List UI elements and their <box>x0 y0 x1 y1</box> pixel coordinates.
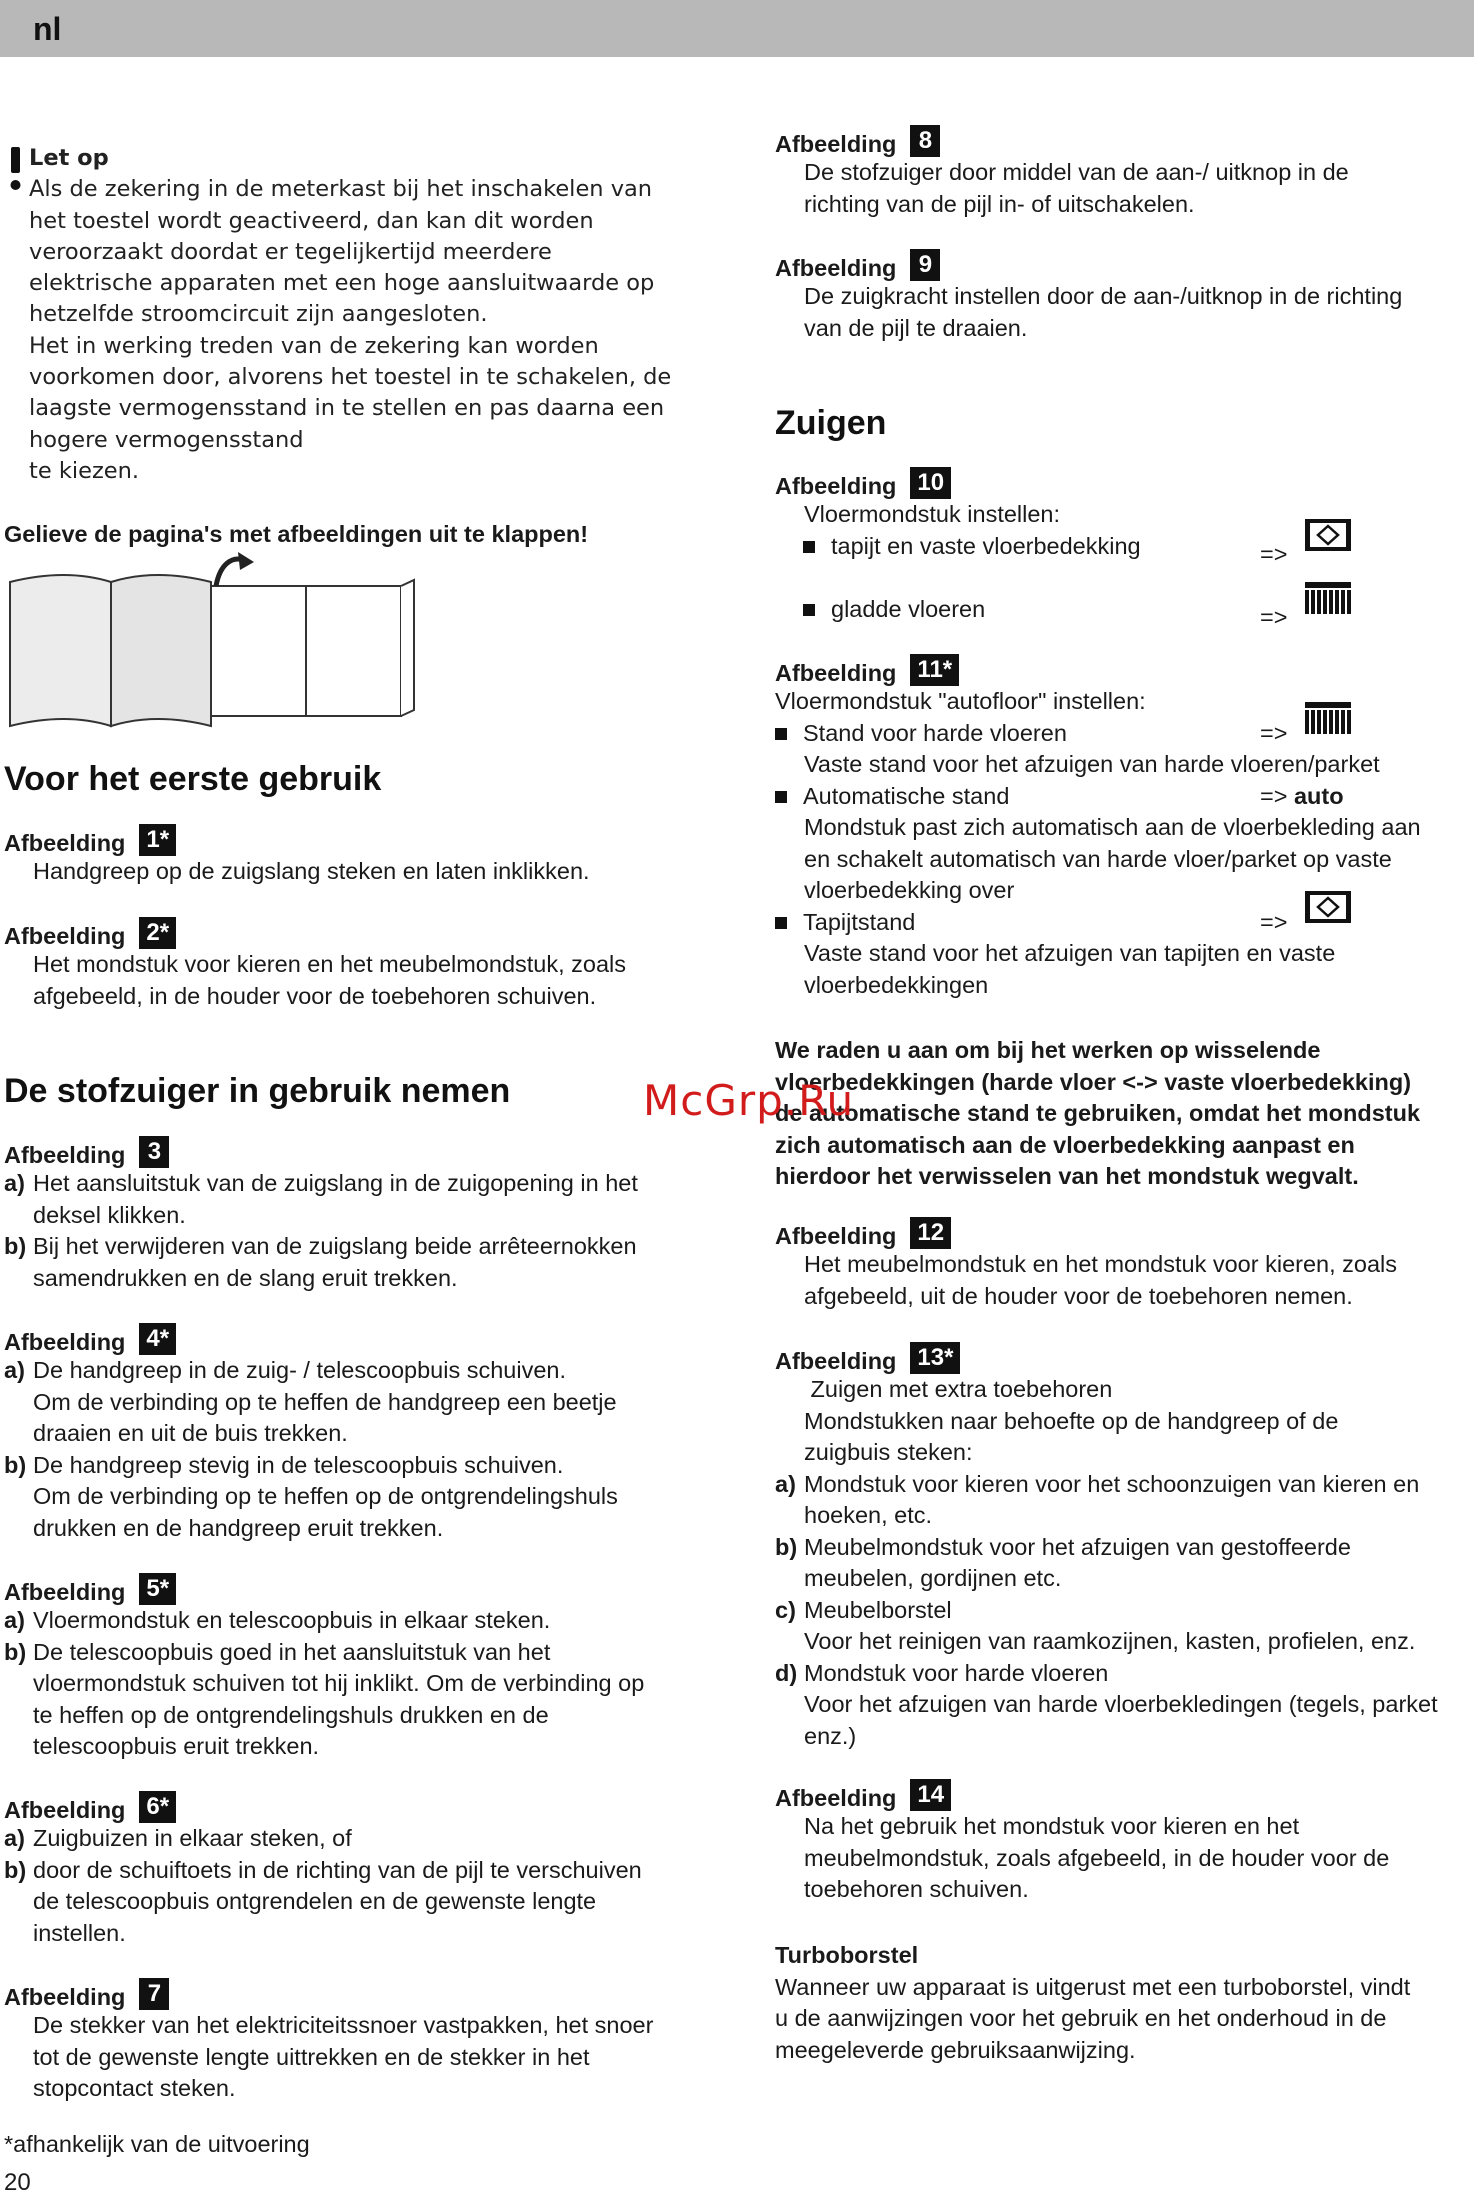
figure-9 <box>775 245 1474 344</box>
item-text: Het aansluitstuk van de zuigslang in de zuigopening in het <box>33 1170 638 1196</box>
item-text: meubelen, gordijnen etc. <box>804 1565 1062 1591</box>
item-text: deksel klikken. <box>33 1201 186 1228</box>
hard-floor-setting-icon <box>1303 698 1355 738</box>
figure-text: De stofzuiger door middel van de aan-/ uitknop in de <box>804 159 1349 185</box>
item-text: Bij het verwijderen van de zuigslang beide arrêteernokken <box>33 1233 637 1259</box>
figure-label: Afbeelding <box>4 1142 126 1168</box>
item-text: samendrukken en de slang eruit trekken. <box>33 1264 458 1291</box>
figure-label: Afbeelding <box>775 255 897 281</box>
item-text: de telescoopbuis ontgrendelen en de gewenste lengte <box>33 1888 597 1914</box>
caution-line: te kiezen. <box>29 457 140 484</box>
figure-text: afgebeeld, in de houder voor de toebehoren schuiven. <box>33 982 597 1009</box>
caution-line: hogere vermogensstand <box>29 426 304 453</box>
header-bar <box>0 0 1474 57</box>
figure-text: toebehoren schuiven. <box>804 1876 1029 1902</box>
item-text: Meubelborstel <box>804 1596 952 1623</box>
carpet-setting-icon <box>1303 515 1355 555</box>
item-text: De handgreep in de zuig- / telescoopbuis schuiven. <box>33 1357 567 1383</box>
figure-label: Afbeelding <box>4 830 126 856</box>
figure-text: stopcontact steken. <box>33 2075 236 2101</box>
advice-line: zich automatisch aan de vloerbedekking aanpast en <box>775 1131 1355 1158</box>
figure-4 <box>4 1319 720 1544</box>
figure-text: van de pijl te draaien. <box>804 314 1028 341</box>
figure-label: Afbeelding <box>775 1348 897 1374</box>
option-text: tapijt en vaste vloerbedekking <box>831 532 1141 559</box>
option-description: Vaste stand voor het afzuigen van harde vloeren/parket <box>804 751 1380 777</box>
figure-number-badge: 5* <box>139 1573 176 1605</box>
option-hard-floor <box>775 718 1474 750</box>
section-heading-start-using: De stofzuiger in gebruik nemen <box>4 1072 511 1110</box>
turbo-brush-section <box>775 1940 1474 2066</box>
figure-number-badge: 1* <box>139 824 176 856</box>
carpet-setting-icon <box>1303 887 1355 927</box>
figure-8 <box>775 121 1474 220</box>
option-smooth-floor <box>775 594 1474 630</box>
figure-text: De stekker van het elektriciteitssnoer vastpakken, het snoer <box>33 2012 654 2038</box>
figure-number-badge: 10 <box>910 467 951 499</box>
item-text: draaien en uit de buis trekken. <box>33 1420 348 1446</box>
advice-paragraph <box>775 1035 1474 1193</box>
figure-1 <box>4 820 720 888</box>
turbo-text: u de aanwijzingen voor het gebruik en het onderhoud in de <box>775 2005 1387 2031</box>
figure-3 <box>4 1132 720 1294</box>
figure-text: Vloermondstuk "autofloor" instellen: <box>775 688 1146 714</box>
bullet-square-icon <box>775 728 787 740</box>
option-description: vloerbedekkingen <box>804 971 989 998</box>
language-code: nl <box>33 11 62 47</box>
figure-number-badge: 13* <box>910 1342 960 1374</box>
item-text: Om de verbinding op te heffen de handgreep een beetje <box>33 1388 617 1415</box>
figure-number-badge: 3 <box>139 1136 169 1168</box>
figure-label: Afbeelding <box>775 660 897 686</box>
item-text: De telescoopbuis goed in het aansluitstuk van het <box>33 1638 551 1665</box>
bullet-square-icon <box>803 604 815 616</box>
arrow-text: => <box>1260 908 1288 935</box>
option-description: Vaste stand voor het afzuigen van tapijten en vaste <box>804 940 1336 966</box>
item-marker: b) <box>4 1638 27 1665</box>
figure-11 <box>775 650 1474 1001</box>
item-text: Zuigbuizen in elkaar steken, of <box>33 1825 352 1851</box>
figure-text: Zuigen met extra toebehoren <box>804 1376 1113 1402</box>
figure-label: Afbeelding <box>775 1785 897 1811</box>
figure-2 <box>4 913 720 1012</box>
figure-text: De zuigkracht instellen door de aan-/uitknop in de richting <box>804 283 1403 309</box>
caution-note <box>0 143 720 487</box>
figure-text: meubelmondstuk, zoals afgebeeld, in de houder voor de <box>804 1844 1390 1871</box>
figure-text: Handgreep op de zuigslang steken en laten inklikken. <box>33 858 590 884</box>
caution-line: veroorzaakt doordat er tegelijkertijd meerdere <box>29 238 552 265</box>
figure-number-badge: 12 <box>910 1217 951 1249</box>
advice-line: hierdoor het verwisselen van het mondstuk wegvalt. <box>775 1163 1359 1189</box>
item-text: vloermondstuk schuiven tot hij inklikt. Om de verbinding op <box>33 1670 645 1696</box>
bullet-square-icon <box>775 917 787 929</box>
figure-label: Afbeelding <box>4 923 126 949</box>
option-title: Stand voor harde vloeren <box>803 719 1067 746</box>
item-text: Om de verbinding op te heffen op de ontgrendelingshuls <box>33 1483 618 1509</box>
turbo-text: meegeleverde gebruiksaanwijzing. <box>775 2036 1136 2063</box>
figure-number-badge: 6* <box>139 1791 176 1823</box>
caution-title: Let op <box>29 145 109 171</box>
arrow-text: => <box>1260 540 1288 567</box>
figure-text: Vloermondstuk instellen: <box>804 501 1061 527</box>
item-text: door de schuiftoets in de richting van de pijl te verschuiven <box>33 1856 642 1883</box>
option-title: Tapijtstand <box>803 908 916 935</box>
item-text: instellen. <box>33 1919 126 1946</box>
advice-line: vloerbedekkingen (harde vloer <-> vaste vloerbedekking) <box>775 1068 1412 1095</box>
option-automatic <box>775 781 1474 813</box>
advice-line: de automatische stand te gebruiken, omdat het mondstuk <box>775 1100 1421 1126</box>
item-text: hoeken, etc. <box>804 1502 933 1528</box>
item-text: Voor het reinigen van raamkozijnen, kasten, profielen, enz. <box>804 1628 1416 1654</box>
figure-label: Afbeelding <box>775 131 897 157</box>
figure-text: richting van de pijl in- of uitschakelen. <box>804 190 1195 217</box>
item-marker: a) <box>775 1470 796 1497</box>
footnote: *afhankelijk van de uitvoering <box>4 2131 310 2157</box>
item-text: Vloermondstuk en telescoopbuis in elkaar steken. <box>33 1607 551 1633</box>
item-marker: b) <box>4 1233 27 1259</box>
watermark: McGrp.Ru <box>643 1076 855 1125</box>
item-marker: b) <box>4 1451 27 1478</box>
figure-text: Mondstukken naar behoefte op de handgreep of de <box>804 1407 1339 1434</box>
auto-setting-value: auto <box>1293 782 1344 809</box>
caution-line: laagste vermogensstand in te stellen en pas daarna een <box>29 395 665 422</box>
option-description: en schakelt automatisch van harde vloer/parket op vaste <box>804 845 1392 872</box>
figure-label: Afbeelding <box>4 1797 126 1823</box>
figure-label: Afbeelding <box>4 1579 126 1605</box>
page-number: 20 <box>4 2169 31 2196</box>
arrow-text: => <box>1260 719 1288 746</box>
caution-line: elektrische apparaten met een hoge aansluitwaarde op <box>29 270 655 297</box>
figure-text: Het meubelmondstuk en het mondstuk voor kieren, zoals <box>804 1251 1398 1277</box>
figure-number-badge: 9 <box>910 249 940 281</box>
figure-5 <box>4 1569 720 1763</box>
fold-out-instruction: Gelieve de pagina's met afbeeldingen uit te klappen! <box>4 521 589 547</box>
advice-line: We raden u aan om bij het werken op wisselende <box>775 1037 1321 1063</box>
item-text: Mondstuk voor harde vloeren <box>804 1659 1109 1686</box>
caution-line: Als de zekering in de meterkast bij het inschakelen van <box>29 176 653 203</box>
figure-14 <box>775 1775 1474 1906</box>
option-carpet <box>775 907 1474 939</box>
warning-icon <box>6 147 26 193</box>
figure-6 <box>4 1787 720 1949</box>
item-text: Meubelmondstuk voor het afzuigen van gestoffeerde <box>804 1533 1351 1560</box>
turbo-title: Turboborstel <box>775 1942 919 1968</box>
option-text: gladde vloeren <box>831 595 986 622</box>
figure-number-badge: 7 <box>139 1978 169 2010</box>
figure-number-badge: 2* <box>139 917 176 949</box>
caution-line: voorkomen door, alvorens het toestel in te schakelen, de <box>29 364 672 391</box>
item-marker: a) <box>4 1825 25 1851</box>
option-carpet <box>775 531 1474 567</box>
figure-label: Afbeelding <box>775 473 897 499</box>
figure-number-badge: 8 <box>910 125 940 157</box>
figure-number-badge: 14 <box>910 1779 951 1811</box>
item-text: De handgreep stevig in de telescoopbuis schuiven. <box>33 1451 564 1478</box>
figure-number-badge: 11* <box>910 654 959 686</box>
bullet-square-icon <box>775 791 787 803</box>
arrow-text: => <box>1260 603 1288 630</box>
item-text: enz.) <box>804 1722 857 1749</box>
figure-text: Na het gebruik het mondstuk voor kieren en het <box>804 1813 1300 1839</box>
option-description: vloerbedekking over <box>804 877 1015 903</box>
item-text: te heffen op de ontgrendelingshuls drukken en de <box>33 1701 549 1728</box>
section-heading-first-use: Voor het eerste gebruik <box>4 760 382 798</box>
figure-label: Afbeelding <box>4 1984 126 2010</box>
arrow-text: => <box>1260 782 1288 809</box>
option-title: Automatische stand <box>803 782 1010 809</box>
figure-text: tot de gewenste lengte uittrekken en de stekker in het <box>33 2043 590 2070</box>
figure-label: Afbeelding <box>775 1223 897 1249</box>
figure-12 <box>775 1213 1474 1312</box>
figure-13 <box>775 1338 1474 1752</box>
caution-line: het toestel wordt geactiveerd, dan kan dit worden <box>29 207 594 234</box>
item-text: Mondstuk voor kieren voor het schoonzuigen van kieren en <box>804 1470 1420 1497</box>
figure-number-badge: 4* <box>139 1323 176 1355</box>
item-marker: b) <box>4 1856 27 1883</box>
item-marker: a) <box>4 1170 25 1196</box>
item-text: drukken en de handgreep eruit trekken. <box>33 1514 444 1541</box>
item-marker: c) <box>775 1596 796 1623</box>
figure-7 <box>4 1974 720 2105</box>
item-text: Voor het afzuigen van harde vloerbekledingen (tegels, parket <box>804 1691 1438 1717</box>
item-text: telescoopbuis eruit trekken. <box>33 1733 320 1759</box>
item-marker: b) <box>775 1533 798 1560</box>
item-marker: a) <box>4 1357 25 1383</box>
section-heading-vacuuming: Zuigen <box>775 404 887 442</box>
item-marker: d) <box>775 1659 798 1686</box>
caution-line: Het in werking treden van de zekering kan worden <box>29 332 599 359</box>
figure-text: zuigbuis steken: <box>804 1439 973 1465</box>
bullet-square-icon <box>803 541 815 553</box>
turbo-text: Wanneer uw apparaat is uitgerust met een turboborstel, vindt <box>775 1973 1411 2000</box>
hard-floor-setting-icon <box>1303 578 1355 618</box>
figure-10 <box>775 463 1474 630</box>
item-marker: a) <box>4 1607 25 1633</box>
figure-text: Het mondstuk voor kieren en het meubelmondstuk, zoals <box>33 951 627 977</box>
figure-label: Afbeelding <box>4 1329 126 1355</box>
caution-line: hetzelfde stroomcircuit zijn aangesloten. <box>29 301 488 328</box>
option-description: Mondstuk past zich automatisch aan de vloerbekleding aan <box>804 814 1421 840</box>
fold-out-pages-illustration <box>6 552 426 742</box>
figure-text: afgebeeld, uit de houder voor de toebehoren nemen. <box>804 1282 1353 1309</box>
